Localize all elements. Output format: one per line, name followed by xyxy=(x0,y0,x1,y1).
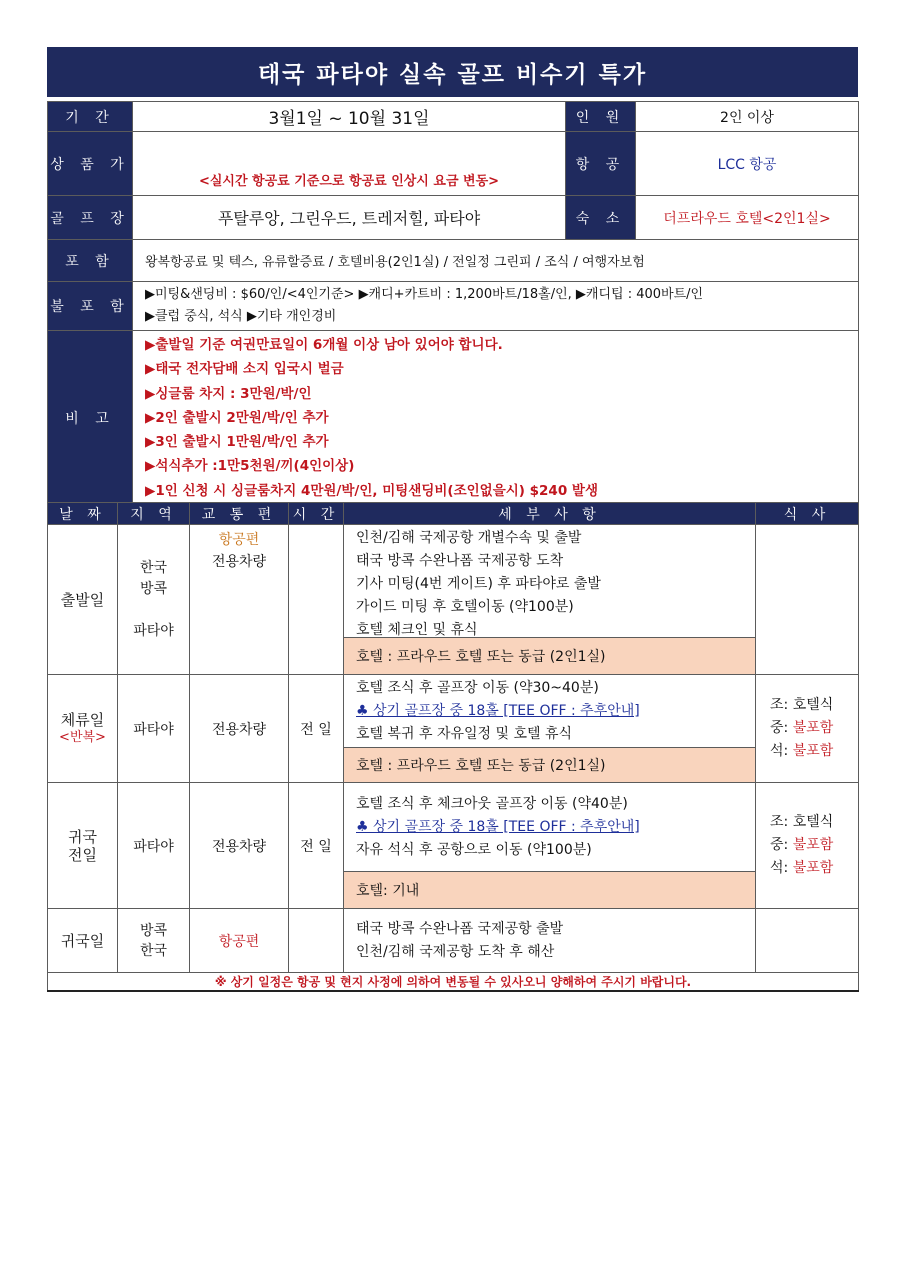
date-sub-line: <반복> xyxy=(59,729,106,745)
day-date: 출발일 xyxy=(48,525,118,675)
day-date: 귀국일 xyxy=(48,909,118,973)
day-region xyxy=(118,525,190,675)
people-value: 2인 이상 xyxy=(636,102,859,132)
col-header-date: 날 짜 xyxy=(48,503,118,525)
day-meals xyxy=(756,525,859,675)
period-value: 3월1일 ~ 10월 31일 xyxy=(133,102,566,132)
activity-line: 호텔 체크인 및 휴식 xyxy=(356,622,478,638)
activity-line: 인천/김해 국제공항 도착 후 해산 xyxy=(356,943,555,960)
air-label: 항 공 xyxy=(566,132,636,196)
air-value: LCC 항공 xyxy=(636,132,859,196)
day-region xyxy=(118,909,190,973)
day-details xyxy=(344,675,756,783)
people-label: 인 원 xyxy=(566,102,636,132)
day-transport: 전용차량 xyxy=(190,675,289,783)
note-item: ▶태국 전자담배 소지 입국시 벌금 xyxy=(145,361,344,378)
period-label: 기 간 xyxy=(48,102,133,132)
meal-dinner: 석: 불포함 xyxy=(770,860,834,876)
day-transport: 항공편 xyxy=(190,909,289,973)
note-item: ▶석식추가 :1만5천원/끼(4인이상) xyxy=(145,458,355,475)
product-info-table xyxy=(47,101,859,506)
day-meals xyxy=(756,909,859,973)
note-item: ▶싱글룸 차지 : 3만원/박/인 xyxy=(145,385,312,402)
hotel-info: 호텔: 기내 xyxy=(344,871,755,908)
activity-line: 기사 미팅(4번 게이트) 후 파타야로 출발 xyxy=(356,576,601,592)
include-value: 왕복항공료 및 텍스, 유류할증료 / 호텔비용(2인1실) / 전일정 그린피 / 조식 / 여행자보험 xyxy=(133,240,859,282)
day-time: 전 일 xyxy=(289,675,344,783)
activity-line: 호텔 조식 후 골프장 이동 (약30~40분) xyxy=(356,680,599,696)
day-date xyxy=(48,675,118,783)
table-row xyxy=(48,909,859,973)
golf-courses-value: 푸탈루앙, 그린우드, 트레저힐, 파타야 xyxy=(133,196,566,240)
footnote: ※ 상기 일정은 항공 및 현지 사정에 의하여 변동될 수 있사오니 양해하여 주시기 바랍니다. xyxy=(48,973,859,992)
transport-line: 항공편 xyxy=(218,532,260,548)
day-meals xyxy=(756,783,859,909)
hotel-info: 호텔 : 프라우드 호텔 또는 동급 (2인1실) xyxy=(344,747,755,782)
col-header-details: 세 부 사 항 xyxy=(344,503,756,525)
day-details xyxy=(344,783,756,909)
table-row xyxy=(48,783,859,909)
region-line: 한국 xyxy=(139,559,168,576)
note-item: ▶출발일 기준 여권만료일이 6개월 이상 남아 있어야 합니다. xyxy=(145,337,503,353)
activity-line: 인천/김해 국제공항 개별수속 및 출발 xyxy=(356,530,582,546)
table-row xyxy=(48,675,859,783)
hotel-value: 더프라우드 호텔<2인1실> xyxy=(636,196,859,240)
activity-line: 가이드 미팅 후 호텔이동 (약100분) xyxy=(356,599,574,615)
notes-list xyxy=(133,331,859,506)
day-time: 전 일 xyxy=(289,783,344,909)
price-note: <실시간 항공료 기준으로 항공료 인상시 요금 변동> xyxy=(133,132,566,196)
col-header-time: 시 간 xyxy=(289,503,344,525)
meal-breakfast: 조: 호텔식 xyxy=(770,814,834,830)
day-details xyxy=(344,525,756,675)
region-line: 파타야 xyxy=(133,622,174,639)
date-line: 체류일 xyxy=(60,710,105,729)
region-line: 한국 xyxy=(139,942,168,959)
col-header-meals: 식 사 xyxy=(756,503,859,525)
note-item: ▶3인 출발시 1만원/박/인 추가 xyxy=(145,434,329,451)
activity-line: 자유 석식 후 공항으로 이동 (약100분) xyxy=(356,842,592,858)
day-region: 파타야 xyxy=(118,675,190,783)
date-line: 귀국 xyxy=(68,827,97,846)
note-item: ▶1인 신청 시 싱글룸차지 4만원/박/인, 미팅샌딩비(조인없을시) $240 발생 xyxy=(145,482,598,499)
exclude-line: ▶미팅&샌딩비 : $60/인/<4인기준> ▶캐디+카트비 : 1,200바트/18홀/인, ▶캐디팁 : 400바트/인 xyxy=(145,287,704,302)
transport-line: 전용차량 xyxy=(211,554,267,570)
meal-lunch: 중: 불포함 xyxy=(770,837,834,853)
meal-breakfast: 조: 호텔식 xyxy=(770,697,834,713)
include-label: 포 함 xyxy=(48,240,133,282)
day-transport xyxy=(190,525,289,675)
region-line: 방콕 xyxy=(139,922,168,939)
exclude-list xyxy=(133,282,859,331)
table-row xyxy=(48,525,859,675)
day-time xyxy=(289,525,344,675)
day-time xyxy=(289,909,344,973)
activity-line: 태국 방콕 수완나폼 국제공항 도착 xyxy=(356,553,564,569)
notes-label: 비 고 xyxy=(48,331,133,506)
exclude-label: 불 포 함 xyxy=(48,282,133,331)
day-region: 파타야 xyxy=(118,783,190,909)
day-transport: 전용차량 xyxy=(190,783,289,909)
day-meals xyxy=(756,675,859,783)
region-line xyxy=(118,600,189,621)
meal-lunch: 중: 불포함 xyxy=(770,720,834,736)
tee-off-line: ♣ 상기 골프장 중 18홀 [TEE OFF : 추후안내] xyxy=(356,819,640,835)
date-sub-line: 전일 xyxy=(68,845,97,864)
col-header-transport: 교 통 편 xyxy=(190,503,289,525)
exclude-line: ▶클럽 중식, 석식 ▶기타 개인경비 xyxy=(145,309,337,324)
hotel-info: 호텔 : 프라우드 호텔 또는 동급 (2인1실) xyxy=(344,637,755,674)
activity-line: 호텔 복귀 후 자유일정 및 호텔 휴식 xyxy=(356,726,573,742)
tee-off-line: ♣ 상기 골프장 중 18홀 [TEE OFF : 추후안내] xyxy=(356,703,640,719)
col-header-region: 지 역 xyxy=(118,503,190,525)
price-label: 상 품 가 xyxy=(48,132,133,196)
activity-line: 태국 방콕 수완나폼 국제공항 출발 xyxy=(356,920,564,937)
activity-line: 호텔 조식 후 체크아웃 골프장 이동 (약40분) xyxy=(356,796,628,812)
hotel-label: 숙 소 xyxy=(566,196,636,240)
golf-label: 골 프 장 xyxy=(48,196,133,240)
day-details xyxy=(344,909,756,973)
note-item: ▶2인 출발시 2만원/박/인 추가 xyxy=(145,409,329,426)
itinerary-table xyxy=(47,502,859,992)
meal-dinner: 석: 불포함 xyxy=(770,743,834,759)
day-date xyxy=(48,783,118,909)
region-line: 방콕 xyxy=(139,580,168,597)
page-title: 태국 파타야 실속 골프 비수기 특가 xyxy=(47,47,858,97)
